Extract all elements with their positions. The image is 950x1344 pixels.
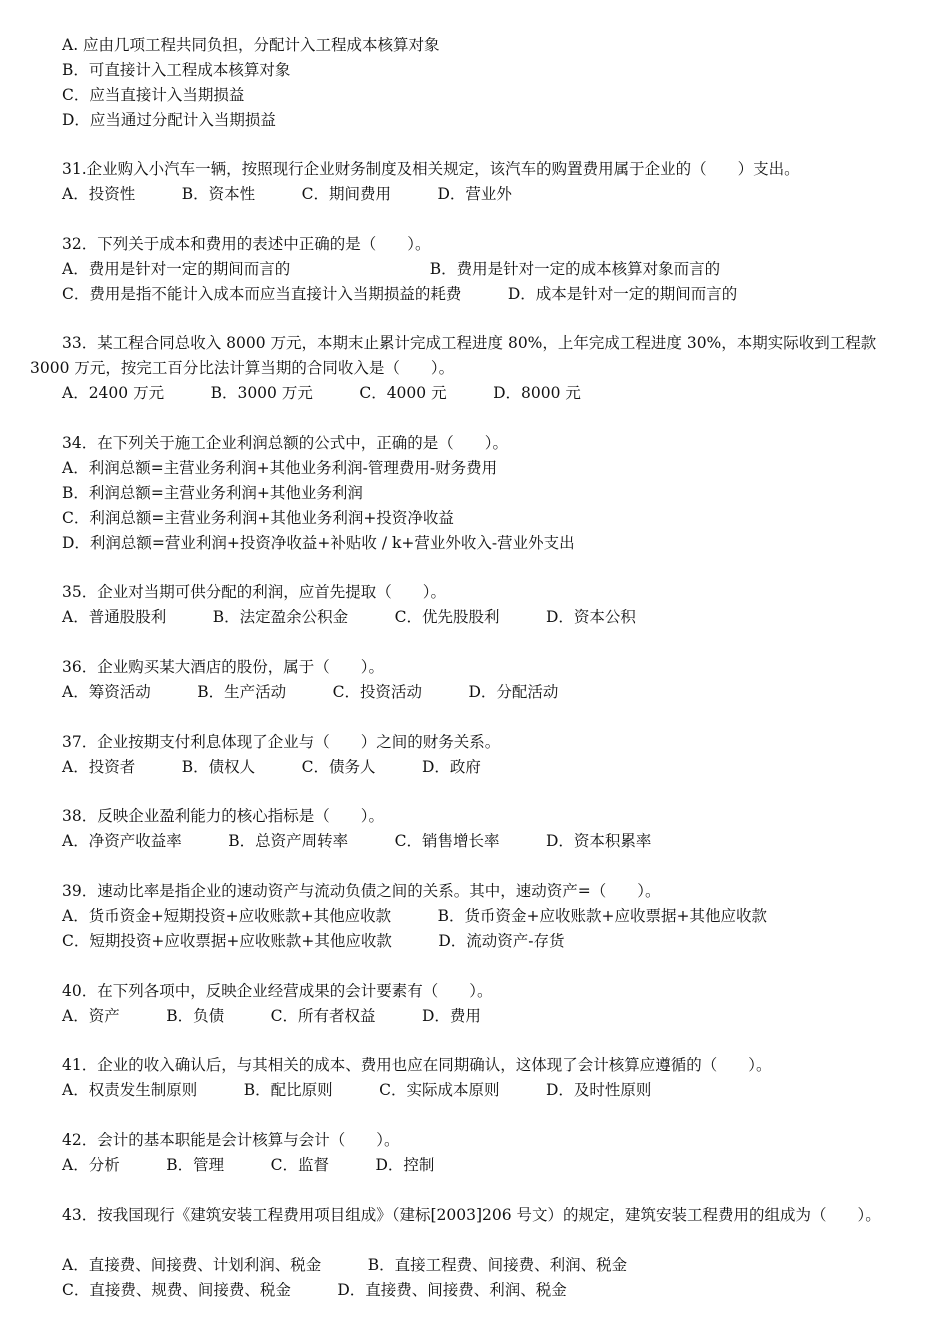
question-stem: 31.企业购入小汽车一辆，按照现行企业财务制度及相关规定，该汽车的购置费用属于企业的（ ）支出。: [62, 160, 800, 178]
question-stem: 34．在下列关于施工企业利润总额的公式中，正确的是（ ）。: [62, 434, 508, 452]
question-stem: 40．在下列各项中，反映企业经营成果的会计要素有（ ）。: [62, 982, 493, 1000]
option-line: B．可直接计入工程成本核算对象: [62, 61, 291, 79]
question-stem: 33．某工程合同总收入 8000 万元，本期末止累计完成工程进度 80%，上年完成工程进度 30%，本期实际收到工程款: [62, 334, 877, 352]
option-line: A．投资者 B．债权人 C．债务人 D．政府: [62, 758, 481, 776]
option-line: C．利润总额=主营业务利润+其他业务利润+投资净收益: [62, 509, 454, 527]
option-line: C．费用是指不能计入成本而应当直接计入当期损益的耗费 D．成本是针对一定的期间而言的: [62, 285, 738, 303]
option-line: B．利润总额=主营业务利润+其他业务利润: [62, 484, 363, 502]
question-stem: 35．企业对当期可供分配的利润，应首先提取（ ）。: [62, 583, 446, 601]
option-line: C．短期投资+应收票据+应收账款+其他应收款 D．流动资产-存货: [62, 932, 565, 950]
option-line: C．直接费、规费、间接费、税金 D．直接费、间接费、利润、税金: [62, 1281, 567, 1299]
option-line: A. 应由几项工程共同负担，分配计入工程成本核算对象: [62, 36, 440, 54]
option-line: A．筹资活动 B．生产活动 C．投资活动 D．分配活动: [62, 683, 559, 701]
question-stem: 38．反映企业盈利能力的核心指标是（ ）。: [62, 807, 384, 825]
question-stem: 41．企业的收入确认后，与其相关的成本、费用也应在同期确认，这体现了会计核算应遵循的（ ）。: [62, 1056, 772, 1074]
option-line: A．普通股股利 B．法定盈余公积金 C．优先股股利 D．资本公积: [62, 608, 636, 626]
option-line: A．货币资金+短期投资+应收账款+其他应收款 B．货币资金+应收账款+应收票据+其他应收款: [62, 907, 768, 925]
question-stem: 43．按我国现行《建筑安装工程费用项目组成》（建标[2003]206 号文）的规定，建筑安装工程费用的组成为（ ）。: [62, 1206, 881, 1224]
option-line: A．权责发生制原则 B．配比原则 C．实际成本原则 D．及时性原则: [62, 1081, 652, 1099]
option-line: A．净资产收益率 B．总资产周转率 C．销售增长率 D．资本积累率: [62, 832, 652, 850]
question-stem: 32．下列关于成本和费用的表述中正确的是（ ）。: [62, 235, 431, 253]
option-line: A．直接费、间接费、计划利润、税金 B．直接工程费、间接费、利润、税金: [62, 1256, 628, 1274]
option-line: D．利润总额=营业利润+投资净收益+补贴收 / k+营业外收入-营业外支出: [62, 534, 575, 552]
question-stem: 3000 万元，按完工百分比法计算当期的合同收入是（ ）。: [30, 359, 455, 377]
option-line: C．应当直接计入当期损益: [62, 86, 245, 104]
question-stem: 42．会计的基本职能是会计核算与会计（ ）。: [62, 1131, 400, 1149]
option-line: D．应当通过分配计入当期损益: [62, 111, 276, 129]
option-line: A．资产 B．负债 C．所有者权益 D．费用: [62, 1007, 481, 1025]
option-line: A．利润总额=主营业务利润+其他业务利润-管理费用-财务费用: [62, 459, 498, 477]
option-line: A．投资性 B．资本性 C．期间费用 D．营业外: [62, 185, 512, 203]
option-line: A．费用是针对一定的期间而言的 B．费用是针对一定的成本核算对象而言的: [62, 260, 721, 278]
option-line: A．分析 B．管理 C．监督 D．控制: [62, 1156, 435, 1174]
option-line: A．2400 万元 B．3000 万元 C．4000 元 D．8000 元: [62, 384, 581, 402]
question-stem: 37．企业按期支付利息体现了企业与（ ）之间的财务关系。: [62, 733, 501, 751]
question-stem: 39．速动比率是指企业的速动资产与流动负债之间的关系。其中，速动资产=（ ）。: [62, 882, 661, 900]
question-stem: 36．企业购买某大酒店的股份，属于（ ）。: [62, 658, 384, 676]
